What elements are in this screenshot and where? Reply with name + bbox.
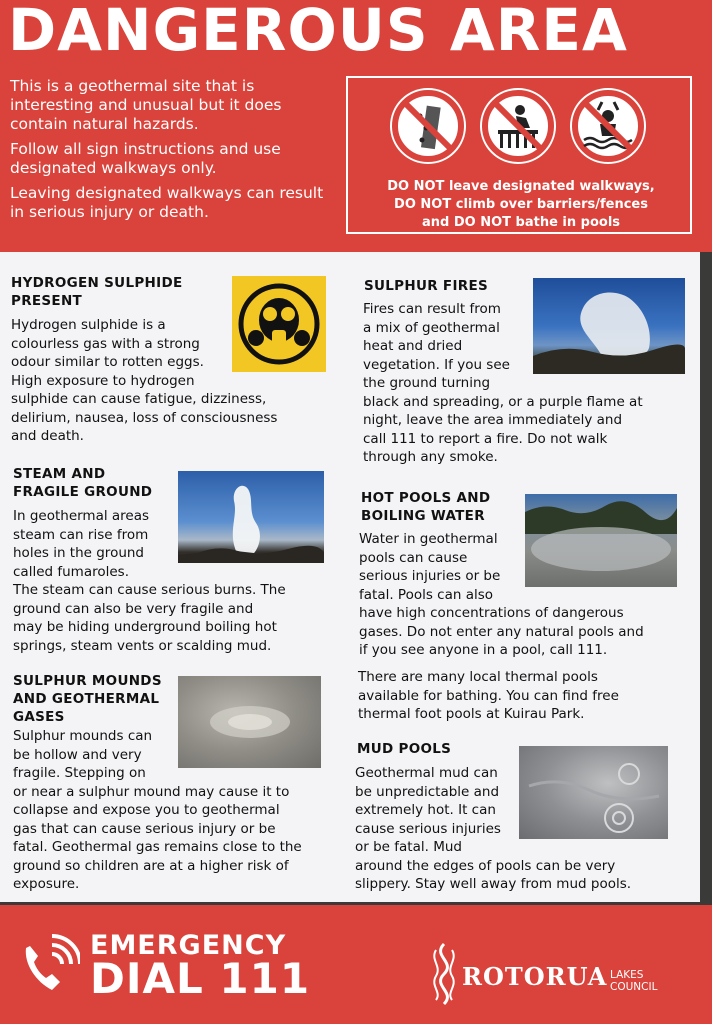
heading-line: FRAGILE GROUND: [13, 484, 153, 500]
text-line: fatal. Pools can also: [359, 586, 494, 603]
warning-line: DO NOT leave designated walkways,: [387, 179, 655, 194]
heading-line: PRESENT: [11, 293, 83, 309]
no-climbing-fence-icon: [480, 88, 556, 164]
intro-paragraph: Follow all sign instructions and use designated walkways only.: [10, 140, 281, 177]
dial-111-label: DIAL 111: [90, 954, 311, 1003]
text-line: a mix of geothermal: [363, 319, 500, 336]
text-line: sulphide can cause fatigue, dizziness,: [11, 391, 267, 407]
text-line: extremely hot. It can: [355, 802, 496, 818]
text-line: slippery. Stay well away from mud pools.: [355, 876, 632, 892]
text-line: thermal foot pools at Kuirau Park.: [358, 706, 585, 722]
text-line: vegetation. If you see: [363, 356, 510, 373]
phone-icon: [16, 934, 80, 998]
warning-box: [346, 76, 692, 234]
council-suffix: [610, 969, 657, 993]
text-line: be unpredictable and: [355, 783, 500, 800]
heading-line: STEAM AND: [13, 466, 106, 482]
mounds-text: [13, 727, 302, 894]
text-line: be hollow and very: [13, 746, 142, 763]
text-line: springs, steam vents or scalding mud.: [13, 637, 272, 654]
text-line: available for bathing. You can find free: [358, 687, 619, 704]
council-suffix-line: COUNCIL: [610, 981, 658, 993]
text-line: In geothermal areas: [13, 508, 150, 524]
council-suffix-line: LAKES: [610, 969, 644, 981]
text-line: call 111 to report a fire. Do not walk: [363, 430, 608, 447]
text-line: delirium, nausea, loss of consciousness: [11, 409, 278, 426]
heading-line: GASES: [13, 709, 65, 725]
text-line: fatal. Geothermal gas remains close to the: [13, 839, 302, 855]
text-line: holes in the ground: [13, 545, 145, 561]
mud-heading: [357, 740, 451, 758]
text-line: or near a sulphur mound may cause it to: [13, 783, 290, 800]
steam-heading: [13, 465, 152, 501]
text-line: Hydrogen sulphide is a: [11, 317, 166, 333]
text-line: may be hiding underground boiling hot: [13, 619, 277, 635]
council-name: ROTORUA: [462, 962, 608, 991]
text-line: through any smoke.: [363, 449, 498, 465]
hotpools-text: [359, 530, 644, 660]
text-line: Geothermal mud can: [355, 765, 498, 781]
text-line: or be fatal. Mud: [355, 839, 462, 855]
steam-text: [13, 507, 286, 655]
top-banner: [0, 0, 712, 252]
text-line: High exposure to hydrogen: [11, 372, 195, 389]
text-line: Sulphur mounds can: [13, 728, 153, 744]
text-line: exposure.: [13, 876, 80, 892]
heading-line: AND GEOTHERMAL: [13, 691, 160, 707]
heading-line: MUD POOLS: [357, 741, 452, 757]
text-line: the ground turning: [363, 375, 491, 391]
mud-text: [355, 764, 631, 894]
hydrogen-text: [11, 316, 277, 446]
text-line: The steam can cause serious burns. The: [13, 582, 286, 598]
hotpools-heading: [361, 489, 490, 525]
mounds-heading: [13, 672, 162, 726]
text-line: Water in geothermal: [359, 531, 498, 547]
text-line: heat and dried: [363, 338, 463, 354]
heading-line: SULPHUR FIRES: [364, 278, 489, 294]
intro-text: [10, 77, 340, 228]
warning-line: DO NOT climb over barriers/fences: [394, 197, 648, 212]
warning-line: and DO NOT bathe in pools: [421, 215, 621, 230]
fires-text: [363, 300, 643, 467]
text-line: ground so children are at a higher risk of: [13, 857, 289, 874]
text-line: steam can rise from: [13, 526, 149, 543]
heading-line: BOILING WATER: [361, 508, 485, 524]
fires-heading: [364, 277, 488, 295]
heading-line: SULPHUR MOUNDS: [13, 673, 162, 689]
no-walking-off-path-icon: [390, 88, 466, 164]
intro-paragraph: This is a geothermal site that is interesting and unusual but it does contain natural hazards.: [10, 77, 282, 133]
text-line: fragile. Stepping on: [13, 765, 146, 781]
text-line: There are many local thermal pools: [358, 669, 598, 685]
thermal-pools-info: [358, 668, 619, 724]
warning-text: [348, 178, 694, 232]
rotorua-council-logo-icon: [428, 942, 460, 1006]
text-line: gases. Do not enter any natural pools and: [359, 623, 644, 640]
text-line: if you see anyone in a pool, call 111.: [359, 642, 608, 658]
text-line: gas that can cause serious injury or be: [13, 820, 276, 837]
text-line: pools can cause: [359, 549, 468, 566]
no-bathing-icon: [570, 88, 646, 164]
text-line: night, leave the area immediately and: [363, 412, 623, 428]
text-line: Fires can result from: [363, 301, 501, 317]
intro-paragraph: Leaving designated walkways can result in serious injury or death.: [10, 184, 324, 221]
heading-line: HOT POOLS AND: [361, 490, 491, 506]
emergency-label: EMERGENCY: [90, 930, 287, 961]
text-line: around the edges of pools can be very: [355, 857, 616, 874]
sign-title: DANGEROUS AREA: [8, 0, 628, 64]
hydrogen-heading: [11, 274, 182, 310]
text-line: called fumaroles.: [13, 563, 129, 580]
text-line: cause serious injuries: [355, 820, 501, 837]
text-line: and death.: [11, 428, 84, 444]
text-line: ground can also be very fragile and: [13, 600, 254, 617]
text-line: serious injuries or be: [359, 568, 501, 584]
text-line: have high concentrations of dangerous: [359, 605, 624, 621]
text-line: collapse and expose you to geothermal: [13, 802, 280, 818]
text-line: odour similar to rotten eggs.: [11, 354, 204, 370]
heading-line: HYDROGEN SULPHIDE: [11, 275, 183, 291]
text-line: colourless gas with a strong: [11, 335, 200, 352]
text-line: black and spreading, or a purple flame at: [363, 393, 643, 410]
